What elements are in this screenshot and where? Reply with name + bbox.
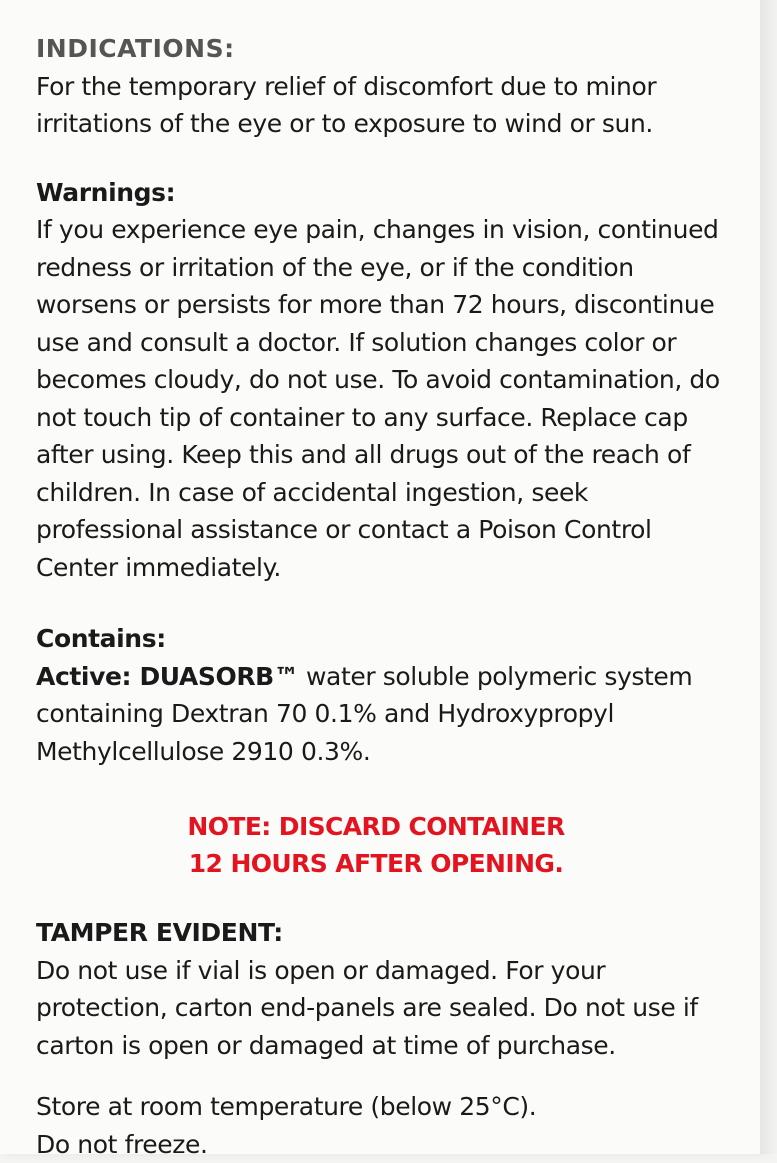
carton-edge xyxy=(760,0,777,1154)
discard-note-line1: NOTE: DISCARD CONTAINER xyxy=(36,808,716,845)
warnings-text: If you experience eye pain, changes in vision, continued redness or irritation of the eye, or if the condition worsens or persists for more than 72 hours, discontinue use and consult a doctor. If solution changes color or becomes cloudy, do not use. To avoid contamination, do not touch tip of container to any surface. Replace cap after using. Keep this and all drugs out of the reach of children. In case of accidental ingestion, seek professional assistance or contact a Poison Control Center immediately. xyxy=(36,211,736,586)
tamper-heading: TAMPER EVIDENT: xyxy=(36,914,736,952)
contains-active xyxy=(36,658,736,771)
indications-heading: INDICATIONS: xyxy=(36,30,736,68)
contains-heading: Contains: xyxy=(36,620,736,658)
tamper-text: Do not use if vial is open or damaged. For your protection, carton end-panels are sealed. Do not use if carton is open or damaged at time of purchase. xyxy=(36,952,736,1065)
indications-section xyxy=(36,30,736,143)
indications-text: For the temporary relief of discomfort due to minor irritations of the eye or to exposure to wind or sun. xyxy=(36,68,736,143)
storage-section xyxy=(36,1088,736,1163)
warnings-heading: Warnings: xyxy=(36,174,736,212)
discard-note-line2: 12 HOURS AFTER OPENING. xyxy=(36,845,716,882)
warnings-section xyxy=(36,174,736,587)
storage-line1: Store at room temperature (below 25°C). xyxy=(36,1088,736,1126)
storage-line2: Do not freeze. xyxy=(36,1126,736,1163)
contains-section xyxy=(36,620,736,770)
tamper-section xyxy=(36,914,736,1064)
label-content xyxy=(36,30,736,1163)
active-label: Active: DUASORB™ xyxy=(36,662,298,691)
discard-note xyxy=(36,808,716,882)
active-text: water soluble polymeric system containing Dextran 70 0.1% and Hydroxypropyl Methylcellulose 2910 0.3%. xyxy=(36,662,692,766)
